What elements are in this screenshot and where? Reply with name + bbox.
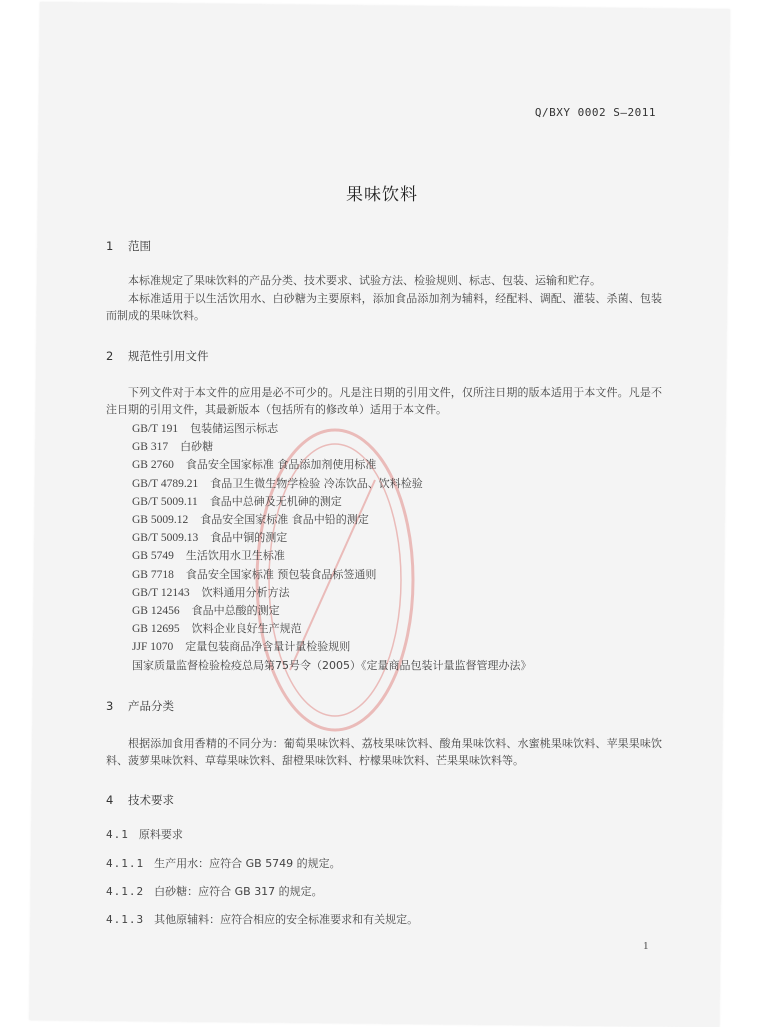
list-item: GB 317 白砂糖	[132, 440, 214, 454]
list-item: GB/T 191 包装储运图示标志	[132, 422, 279, 435]
list-item: GB/T 5009.13 食品中铜的测定	[132, 531, 288, 545]
subsection-4-1-2: 4.1.2 白砂糖：应符合 GB 317 的规定。	[106, 885, 323, 898]
list-item: GB/T 4789.21 食品卫生微生物学检验 冷冻饮品、饮料检验	[132, 476, 423, 490]
list-item: GB 5749 生活饮用水卫生标准	[132, 549, 285, 563]
list-item: GB 7718 食品安全国家标准 预包装食品标签通则	[132, 567, 377, 581]
section-number: 4	[106, 793, 114, 807]
section-title: 产品分类	[128, 699, 174, 713]
list-item: GB 5009.12 食品安全国家标准 食品中铅的测定	[132, 513, 369, 527]
document-title: 果味饮料	[346, 185, 418, 205]
section-2-heading	[106, 348, 209, 364]
list-item: GB 2760 食品安全国家标准 食品添加剂使用标准	[132, 458, 377, 472]
section-number: 2	[106, 349, 114, 363]
section-1-paragraph-2: 本标准适用于以生活饮用水、白砂糖为主要原料，添加食品添加剂为辅料，经配料、调配、灌装、杀菌、包装而制成的果味饮料。	[106, 292, 662, 322]
section-title: 规范性引用文件	[128, 349, 209, 363]
subsection-4-1-3: 4.1.3 其他原辅料：应符合相应的安全标准要求和有关规定。	[106, 913, 419, 926]
section-3-paragraph: 根据添加食用香精的不同分为：葡萄果味饮料、荔枝果味饮料、酸角果味饮料、水蜜桃果味饮料、苹果果味饮料、菠萝果味饮料、草莓果味饮料、甜橙果味饮料、柠檬果味饮料、芒果果味饮料等。	[106, 737, 662, 767]
section-1-paragraph-1: 本标准规定了果味饮料的产品分类、技术要求、试验方法、检验规则、标志、包装、运输和贮存。	[128, 274, 601, 287]
list-item: GB/T 12143 饮料通用分析方法	[132, 585, 290, 599]
page-number: 1	[643, 940, 649, 952]
subsection-4-1-1: 4.1.1 生产用水：应符合 GB 5749 的规定。	[106, 857, 341, 870]
list-item: GB 12456 食品中总酸的测定	[132, 604, 280, 618]
section-title: 范围	[128, 239, 151, 253]
section-4-heading	[106, 792, 174, 808]
subsection-4-1: 4.1 原料要求	[106, 828, 183, 841]
list-item: JJF 1070 定量包装商品净含量计量检验规则	[132, 640, 351, 654]
section-3-heading	[106, 698, 174, 714]
reference-list	[132, 420, 532, 675]
list-item: GB/T 5009.11 食品中总砷及无机砷的测定	[132, 494, 342, 508]
section-number: 1	[106, 239, 114, 253]
section-title: 技术要求	[128, 793, 174, 807]
section-number: 3	[106, 699, 114, 713]
list-item: GB 12695 饮料企业良好生产规范	[132, 622, 302, 636]
document-code: Q/BXY 0002 S—2011	[534, 106, 656, 119]
section-2-intro: 下列文件对于本文件的应用是必不可少的。凡是注日期的引用文件，仅所注日期的版本适用于本文件。凡是不注日期的引用文件，其最新版本（包括所有的修改单）适用于本文件。	[106, 386, 662, 416]
list-item: 国家质量监督检验检疫总局第75号令（2005）《定量商品包装计量监督管理办法》	[132, 658, 532, 672]
section-1-heading	[106, 238, 151, 254]
